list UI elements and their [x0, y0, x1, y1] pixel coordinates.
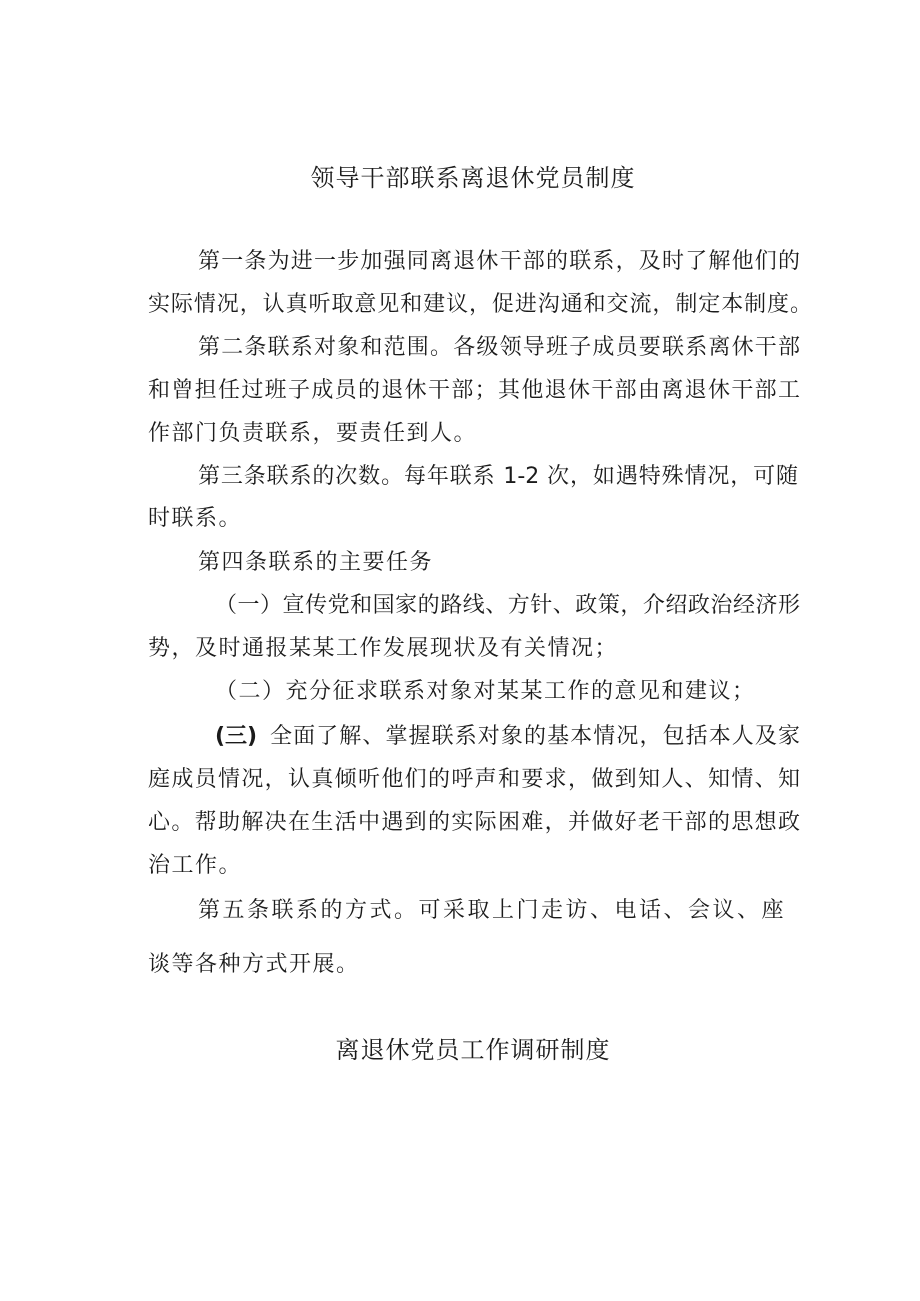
task-item-1-line: （一）宣传党和国家的路线、方针、政策，介绍政治经济形 [215, 593, 800, 618]
task-item-3-line: 治工作。 [148, 853, 243, 878]
article-2-line: 作部门负责联系，要责任到人。 [148, 421, 478, 446]
article-1-line: 实际情况，认真听取意见和建议，促进沟通和交流，制定本制度。 [148, 292, 812, 317]
article-3-line: 第三条联系的次数。每年联系 1-2 次，如遇特殊情况，可随 [198, 464, 798, 489]
article-2-line: 和曾担任过班子成员的退休干部；其他退休干部由离退休干部工 [148, 378, 800, 403]
task-item-3-line: 心。帮助解决在生活中遇到的实际困难，并做好老干部的思想政 [148, 810, 800, 835]
task-item-2-line: （二）充分征求联系对象对某某工作的意见和建议； [215, 679, 756, 704]
article-3-line: 时联系。 [148, 506, 243, 531]
article-5-line: 第五条联系的方式。可采取上门走访、电话、会议、座 [198, 898, 787, 923]
task-item-3-line: 庭成员情况，认真倾听他们的呼声和要求，做到知人、知情、知 [148, 767, 800, 792]
article-5-line: 谈等各种方式开展。 [148, 952, 360, 977]
task-item-3-line: 全面了解、掌握联系对象的基本情况，包括本人及家 [270, 724, 800, 749]
document-title: 领导干部联系离退休党员制度 [310, 164, 636, 192]
next-section-title: 离退休党员工作调研制度 [335, 1036, 611, 1064]
article-1-line: 第一条为进一步加强同离退休干部的联系，及时了解他们的 [198, 249, 800, 274]
task-item-1-line: 势，及时通报某某工作发展现状及有关情况； [148, 636, 619, 661]
article-2-line: 第二条联系对象和范围。各级领导班子成员要联系离休干部 [198, 335, 800, 360]
task-item-3-marker: (三) [215, 724, 258, 749]
article-4-heading: 第四条联系的主要任务 [198, 550, 434, 575]
